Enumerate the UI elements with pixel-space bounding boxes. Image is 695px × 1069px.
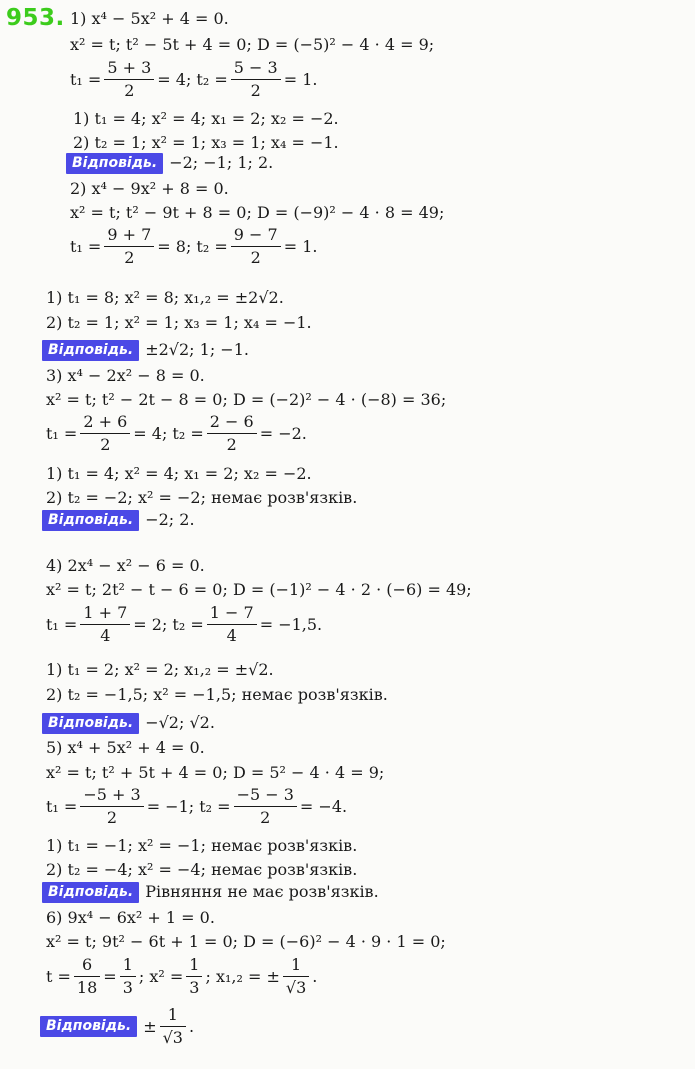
expression-text: = 4; t₂ =	[133, 424, 204, 443]
expression-text: = 2; t₂ =	[133, 615, 204, 634]
fraction-numerator: 5 − 3	[231, 57, 281, 80]
solution-line: 2) t₂ = −2; x² = −2; немає розв'язків.	[46, 488, 358, 507]
expression-text: ±	[143, 1017, 157, 1036]
fraction-numerator: 5 + 3	[104, 57, 154, 80]
fraction-denominator: 2	[226, 435, 237, 454]
fraction-numerator: 2 − 6	[207, 411, 257, 434]
fraction-denominator: 2	[124, 81, 135, 100]
answer-text: Рівняння не має розв'язків.	[145, 882, 379, 901]
fraction	[104, 57, 154, 102]
solution-line: 2) x⁴ − 9x² + 8 = 0.	[70, 179, 229, 198]
fraction-numerator: 9 − 7	[231, 224, 281, 247]
answer-badge: Відповідь.	[42, 713, 139, 734]
fraction-numerator: 1	[283, 954, 309, 977]
expression-text: = 8; t₂ =	[157, 237, 228, 256]
fraction-denominator: 2	[106, 808, 118, 827]
fraction-numerator: −5 − 3	[234, 784, 297, 807]
fraction-denominator: 3	[189, 978, 200, 997]
fraction-numerator: −5 + 3	[80, 784, 143, 807]
solution-line: x² = t; t² + 5t + 4 = 0; D = 5² − 4 · 4 = 9;	[46, 763, 385, 782]
fraction-numerator: 1	[186, 954, 202, 977]
solution-line: 4) 2x⁴ − x² − 6 = 0.	[46, 556, 205, 575]
expression-text: t₁ =	[70, 70, 102, 89]
fraction	[207, 411, 257, 456]
solution-line: x² = t; 9t² − 6t + 1 = 0; D = (−6)² − 4 · 9 · 1 = 0;	[46, 932, 446, 951]
expression-text: t₁ =	[46, 797, 78, 816]
solution-line: 1) t₁ = −1; x² = −1; немає розв'язків.	[46, 836, 358, 855]
problem-number: 953.	[6, 5, 65, 31]
solution-line: 6) 9x⁴ − 6x² + 1 = 0.	[46, 908, 215, 927]
fraction-numerator: 1 + 7	[80, 602, 130, 625]
fraction-denominator: 4	[226, 626, 237, 645]
expression-text: ; x₁,₂ = ±	[205, 967, 280, 986]
fraction-line	[46, 602, 322, 647]
solution-line: 2) t₂ = −1,5; x² = −1,5; немає розв'язків.	[46, 685, 388, 704]
expression-text: t =	[46, 967, 71, 986]
answer-badge: Відповідь.	[42, 882, 139, 903]
fraction	[104, 224, 154, 269]
fraction-denominator: 2	[250, 248, 261, 267]
answer-text: −2; −1; 1; 2.	[169, 153, 274, 172]
fraction-denominator: 2	[260, 808, 271, 827]
fraction	[231, 224, 281, 269]
expression-text: ; x² =	[138, 967, 184, 986]
answer-line	[42, 510, 195, 531]
fraction	[186, 954, 202, 999]
fraction-denominator: 2	[124, 248, 135, 267]
fraction	[207, 602, 257, 647]
answer-line	[42, 713, 215, 734]
final-answer-line	[40, 1004, 194, 1049]
answer-line	[66, 153, 273, 174]
fraction-numerator: 6	[74, 954, 100, 977]
fraction-numerator: 9 + 7	[104, 224, 154, 247]
answer-text: −√2; √2.	[145, 713, 215, 732]
solution-line: x² = t; t² − 9t + 8 = 0; D = (−9)² − 4 · 8 = 49;	[70, 203, 445, 222]
solution-line: 1) t₁ = 4; x² = 4; x₁ = 2; x₂ = −2.	[46, 464, 312, 483]
expression-text: = −4.	[299, 797, 348, 816]
solution-line: 2) t₂ = 1; x² = 1; x₃ = 1; x₄ = −1.	[73, 133, 339, 152]
fraction-denominator: 2	[100, 435, 111, 454]
solution-line: 3) x⁴ − 2x² − 8 = 0.	[46, 366, 205, 385]
fraction-numerator: 1	[120, 954, 136, 977]
fraction	[74, 954, 100, 999]
answer-text: ±2√2; 1; −1.	[145, 340, 249, 359]
expression-text: t₁ =	[46, 615, 78, 634]
fraction-denominator: √3	[285, 978, 307, 997]
solution-line: x² = t; 2t² − t − 6 = 0; D = (−1)² − 4 · 2 · (−6) = 49;	[46, 580, 472, 599]
answer-line	[42, 882, 379, 903]
expression-text: t₁ =	[70, 237, 102, 256]
solution-line: 1) t₁ = 2; x² = 2; x₁,₂ = ±√2.	[46, 660, 274, 679]
fraction-line	[46, 784, 347, 829]
expression-text: t₁ =	[46, 424, 78, 443]
fraction	[160, 1004, 186, 1049]
fraction-denominator: 18	[76, 978, 98, 997]
answer-text: −2; 2.	[145, 510, 195, 529]
fraction	[234, 784, 297, 829]
fraction	[283, 954, 309, 999]
expression-text: = −1,5.	[259, 615, 323, 634]
fraction-denominator: 4	[100, 626, 111, 645]
fraction	[80, 602, 130, 647]
answer-badge: Відповідь.	[66, 153, 163, 174]
answer-line	[42, 340, 249, 361]
expression-text: = −2.	[259, 424, 307, 443]
expression-text: = 4; t₂ =	[157, 70, 228, 89]
expression-text: = 1.	[283, 237, 318, 256]
fraction-numerator: 1 − 7	[207, 602, 257, 625]
fraction-line	[46, 411, 307, 456]
solution-line: 5) x⁴ + 5x² + 4 = 0.	[46, 738, 205, 757]
expression-text: =	[103, 967, 117, 986]
solution-line: x² = t; t² − 5t + 4 = 0; D = (−5)² − 4 · 4 = 9;	[70, 35, 435, 54]
fraction-line	[46, 954, 317, 999]
expression-text: .	[312, 967, 318, 986]
answer-badge: Відповідь.	[42, 510, 139, 531]
solution-line: x² = t; t² − 2t − 8 = 0; D = (−2)² − 4 · (−8) = 36;	[46, 390, 447, 409]
fraction-line	[70, 224, 317, 269]
fraction-line	[70, 57, 317, 102]
fraction-denominator: 3	[122, 978, 133, 997]
expression-text: = −1; t₂ =	[146, 797, 231, 816]
solution-line: 1) x⁴ − 5x² + 4 = 0.	[70, 9, 229, 28]
fraction-numerator: 1	[160, 1004, 186, 1027]
fraction	[80, 784, 143, 829]
solution-line: 2) t₂ = 1; x² = 1; x₃ = 1; x₄ = −1.	[46, 313, 312, 332]
expression-text: = 1.	[283, 70, 318, 89]
answer-badge: Відповідь.	[40, 1016, 137, 1037]
fraction-numerator: 2 + 6	[80, 411, 130, 434]
fraction	[231, 57, 281, 102]
expression-text: .	[188, 1017, 195, 1036]
answer-badge: Відповідь.	[42, 340, 139, 361]
fraction-denominator: √3	[162, 1028, 183, 1047]
fraction	[120, 954, 136, 999]
fraction	[80, 411, 130, 456]
solution-line: 1) t₁ = 4; x² = 4; x₁ = 2; x₂ = −2.	[73, 109, 339, 128]
solution-line: 2) t₂ = −4; x² = −4; немає розв'язків.	[46, 860, 358, 879]
fraction-denominator: 2	[250, 81, 261, 100]
solution-line: 1) t₁ = 8; x² = 8; x₁,₂ = ±2√2.	[46, 288, 284, 307]
